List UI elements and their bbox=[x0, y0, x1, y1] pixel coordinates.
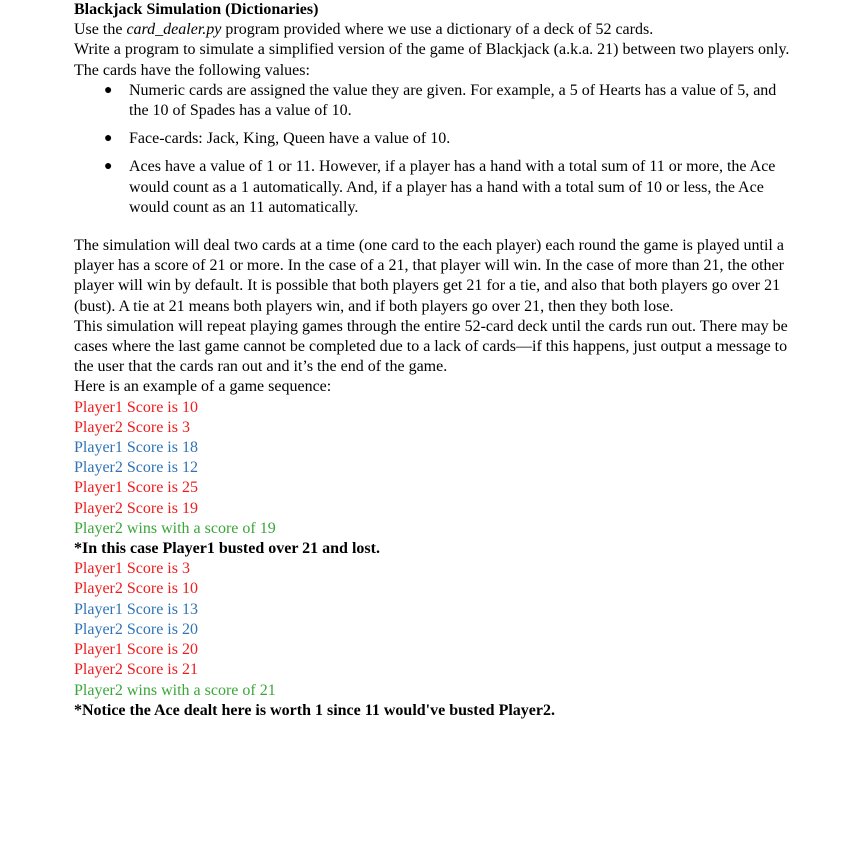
output-line: Player2 Score is 12 bbox=[74, 459, 198, 477]
intro-line-2: Write a program to simulate a simplified version of the game of Blackjack (a.k.a. 21) between two players only. The cards have the following values: bbox=[74, 41, 790, 79]
game-sequence-1 bbox=[74, 398, 794, 539]
list-item bbox=[74, 157, 794, 218]
list-item-text: Numeric cards are assigned the value they are given. For example, a 5 of Hearts has a value of 5, and the 10 of Spades has a value of 10. bbox=[129, 81, 777, 120]
output-line: Player2 wins with a score of 21 bbox=[74, 681, 276, 699]
output-line: Player2 Score is 20 bbox=[74, 620, 198, 638]
example-intro: Here is an example of a game sequence: bbox=[74, 378, 332, 396]
list-item bbox=[74, 81, 794, 121]
document-title: Blackjack Simulation (Dictionaries) bbox=[74, 1, 319, 18]
output-line: Player1 Score is 25 bbox=[74, 479, 198, 497]
list-item-text: Face-cards: Jack, King, Queen have a value of 10. bbox=[129, 130, 451, 148]
list-item-text: Aces have a value of 1 or 11. However, if a player has a hand with a total sum of 11 or more, the Ace would count as a 1 automatically. And, if a player has a hand with a total sum of 10 or less, the Ace would count as an 11 automatically. bbox=[129, 158, 776, 216]
output-line: Player2 Score is 10 bbox=[74, 580, 198, 598]
output-line: Player2 Score is 3 bbox=[74, 418, 190, 436]
bullet-icon: ● bbox=[104, 131, 113, 147]
output-line: Player1 Score is 20 bbox=[74, 641, 198, 659]
note-2: *Notice the Ace dealt here is worth 1 since 11 would've busted Player2. bbox=[74, 701, 555, 719]
intro-line-1 bbox=[74, 20, 794, 40]
bullet-icon: ● bbox=[104, 159, 113, 175]
output-line: Player2 Score is 19 bbox=[74, 499, 198, 517]
simulation-paragraph: The simulation will deal two cards at a time (one card to the each player) each round the game is played until a player has a score of 21 or more. In the case of a 21, that player will win. In the case of more than 21, the other player will win by default. It is possible that both players get 21 for a tie, and also that both players go over 21 (bust). A tie at 21 means both players win, and if both players go over 21, then they both lose. bbox=[74, 237, 784, 315]
file-name: card_dealer.py bbox=[126, 21, 222, 39]
spacer bbox=[74, 226, 794, 236]
note-1: *In this case Player1 busted over 21 and lost. bbox=[74, 540, 380, 558]
output-line: Player2 wins with a score of 19 bbox=[74, 519, 276, 537]
list-item bbox=[74, 129, 794, 149]
output-line: Player2 Score is 21 bbox=[74, 661, 198, 679]
output-line: Player1 Score is 10 bbox=[74, 398, 198, 416]
game-sequence-2 bbox=[74, 559, 794, 700]
output-line: Player1 Score is 3 bbox=[74, 560, 190, 578]
intro-line-1-post: program provided where we use a dictionary of a deck of 52 cards. bbox=[221, 21, 654, 39]
output-line: Player1 Score is 13 bbox=[74, 600, 198, 618]
intro-line-1-pre: Use the bbox=[74, 21, 127, 39]
document-page bbox=[74, 0, 794, 721]
card-value-list bbox=[74, 81, 794, 218]
repeat-paragraph: This simulation will repeat playing games through the entire 52-card deck until the cards run out. There may be cases where the last game cannot be completed due to a lack of cards—if this happens, just output a message to the user that the cards ran out and it’s the end of the game. bbox=[74, 317, 788, 376]
bullet-icon: ● bbox=[104, 82, 113, 98]
output-line: Player1 Score is 18 bbox=[74, 439, 198, 457]
